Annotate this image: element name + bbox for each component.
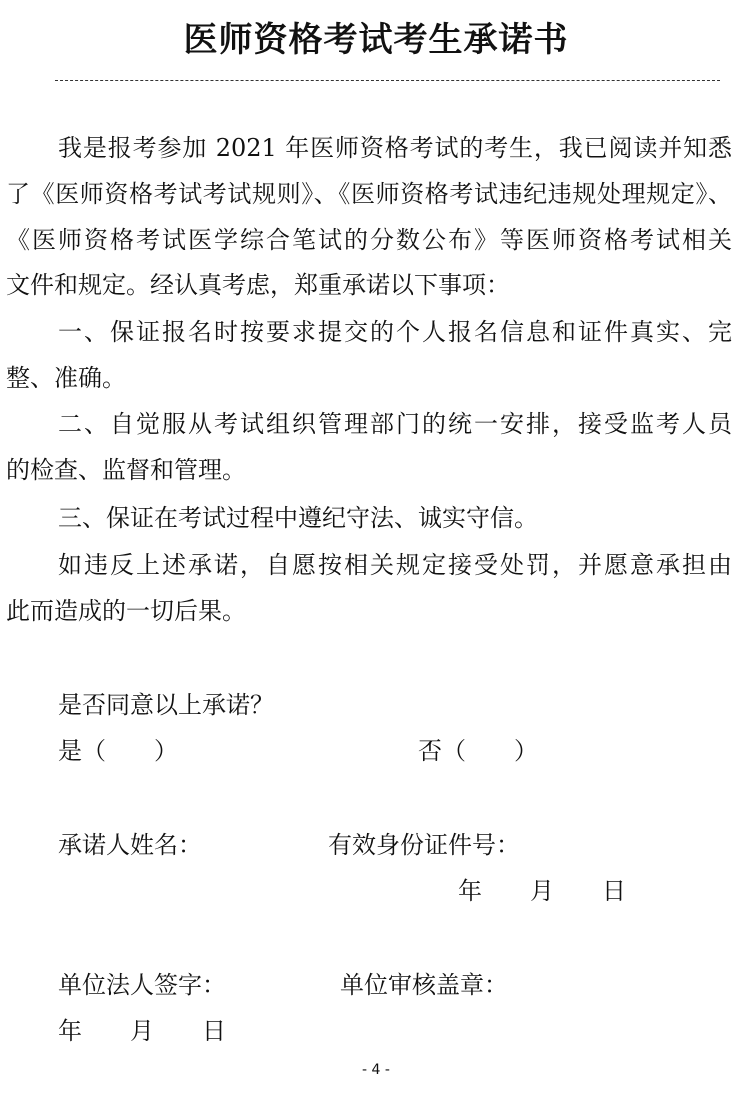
- paragraph-line: 《医师资格考试医学综合笔试的分数公布》等医师资格考试相关: [6, 226, 732, 254]
- paragraph-line: 二、自觉服从考试组织管理部门的统一安排，接受监考人员: [58, 410, 732, 438]
- paragraph-line: 三、保证在考试过程中遵纪守法、诚实守信。: [58, 504, 538, 532]
- unit-review-seal-label: 单位审核盖章：: [340, 971, 508, 999]
- paragraph-line: 整、准确。: [6, 364, 126, 392]
- paragraph-line: 的检查、监督和管理。: [6, 456, 246, 484]
- consent-yes-field[interactable]: 是（ ）: [58, 737, 178, 765]
- paragraph-line: 了《医师资格考试考试规则》、《医师资格考试违纪违规处理规定》、: [6, 180, 732, 208]
- paragraph-line: 文件和规定。经认真考虑，郑重承诺以下事项：: [6, 271, 510, 299]
- promisor-name-label: 承诺人姓名：: [58, 831, 202, 859]
- page-number: - 4 -: [362, 1062, 390, 1078]
- paragraph-line: 我是报考参加 2021 年医师资格考试的考生，我已阅读并知悉: [58, 134, 732, 162]
- id-number-label: 有效身份证件号：: [328, 831, 520, 859]
- legal-representative-signature-label: 单位法人签字：: [58, 971, 226, 999]
- paragraph-line: 一、保证报名时按要求提交的个人报名信息和证件真实、完: [58, 318, 732, 346]
- dashed-divider: [55, 80, 720, 81]
- paragraph-line: 此而造成的一切后果。: [6, 597, 246, 625]
- consent-no-field[interactable]: 否（ ）: [418, 737, 538, 765]
- unit-date: 年 月 日: [58, 1017, 226, 1045]
- consent-question: 是否同意以上承诺？: [58, 691, 274, 719]
- document-title: 医师资格考试考生承诺书: [183, 20, 569, 60]
- paragraph-line: 如违反上述承诺，自愿按相关规定接受处罚，并愿意承担由: [58, 551, 732, 579]
- promisor-date: 年 月 日: [458, 877, 626, 905]
